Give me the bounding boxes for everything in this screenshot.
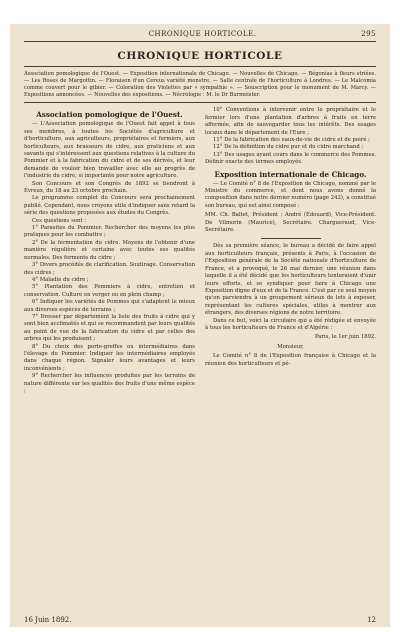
title-rule xyxy=(24,66,376,67)
heading-exposition-chicago: Exposition internationale de Chicago. xyxy=(214,169,367,179)
left-column xyxy=(24,107,195,395)
paragraph: — Le Comité n° 8 de l'Exposition de Chicago, nommé par le Ministre du commerce, et dont nous avons donné la composition dans notre dernier numéro (page 242), a constitué son bureau, qui est ainsi composé : xyxy=(205,180,376,209)
question-item: 5° Plantation des Pommiers à cidre, entretien et conservation. Culture en verger ou en plein champ ; xyxy=(24,284,195,298)
paragraph: Le Comité n° 8 de l'Exposition française à Chicago et la réunion des horticulteurs et pé- xyxy=(205,353,376,367)
question-item: 10° Conventions à intervenir entre le propriétaire et le fermier lors d'une plantation d'arbres à fruits en terre affermée, afin de sauvegarder tous les intérêts. Des usages locaux dans le département de l'Eure ; xyxy=(205,107,376,136)
page-footer xyxy=(24,615,376,625)
question-item: 11° De la fabrication des eaux-de-vie de cidre et de poiré ; xyxy=(213,137,370,143)
summary-rule xyxy=(24,102,376,103)
question-item: 9° Rechercher les influences produites par les terrains de nature différente sur les qualités des fruits d'une même espèce ; xyxy=(24,373,195,394)
heading-association-pomologique: Association pomologique de l'Ouest. xyxy=(36,110,183,120)
separator-rule xyxy=(261,238,321,239)
committee-members: MM. Ch. Baltet, Président ; André (Édouard), Vice-Président. De Vilmorin (Maurice), Secrétaire. Chargueraud, Vice-Secrétaire. xyxy=(205,212,376,234)
paragraph: — L'Association pomologique de l'Ouest fait appel à tous ses membres, à toutes les Sociétés d'agriculture et d'horticulture, aux agriculteurs, propriétaires et fermiers, aux horticulteurs, aux brasseurs de cidre, aux praticiens et aux savants qui s'intéressent aux questions relatives à la culture du Pommier et à la fabrication du cidre et de ses dérivés, et leur demande de vouloir bien travailler avec elle au progrès de l'industrie du cidre, si importante pour notre agriculture. xyxy=(24,121,195,180)
running-head-title: CHRONIQUE HORTICOLE. xyxy=(148,30,257,38)
question-item: 6° Indiquer les variétés de Pommes qui s'adaptent le mieux aux diverses espèces de terrains ; xyxy=(24,299,195,313)
question-item: 1° Parasites du Pommier. Rechercher des moyens les plus pratiques pour les combattre ; xyxy=(24,225,195,239)
question-item: 12° De la définition du cidre pur et du cidre marchand ; xyxy=(213,144,364,151)
dateline: Paris, le 1er juin 1892. xyxy=(314,334,376,341)
summary-paragraph: Association pomologique de l'Ouest. — Exposition internationale de Chicago. — Nouvelles de Chicago. — Bégonias à fleurs striées. — Les Roses de Margottin. — Floraison d'un Cereus variété monstre. — Salle centrale de l'horticulture à Londres. — Le Malcomia comme couvert pour le gibier. — Coloration des Violettes par « sympathie ». — Souscription pour le monument de M. Marcy. — Expositions annoncées. — Nouvelles des expositions. — Nécrologie : M. le Dr Burmeister. xyxy=(24,71,376,99)
question-item: 2° De la fermentation du cidre. Moyens de l'obtenir d'une manière régulière et certaine avec toutes ses qualités normales. Des ferments du cidre ; xyxy=(24,239,195,261)
sheet-number: 12 xyxy=(367,616,376,624)
article-columns xyxy=(24,107,376,395)
issue-date: 16 Juin 1892. xyxy=(24,616,72,624)
paragraph: Le programme complet du Concours sera prochainement publié. Cependant, nous croyons utile d'indiquer sans retard la série des questions proposées aux études du Congrès. xyxy=(24,195,195,217)
document-page xyxy=(10,24,390,627)
salutation: Monsieur, xyxy=(277,343,304,350)
question-item: 13° Des usages ayant cours dans le commerce des Pommes. Définir exacte des termes employés. xyxy=(205,151,376,166)
page-number: 295 xyxy=(361,30,376,38)
paragraph: Ces questions sont : xyxy=(32,217,86,224)
running-head xyxy=(24,28,376,40)
right-column xyxy=(205,107,376,395)
paragraph: Dans ce but, voici la circulaire qui a été rédigée et envoyée à tous les horticulteurs de France et d'Algérie : xyxy=(205,317,376,331)
question-item: 7° Dresser par département la liste des fruits à cidre qui y sont bien acclimatés et qui se recommandent par leurs qualités au point de vue de la fabrication du cidre et par celles des arbres qui les produisent ; xyxy=(24,313,195,343)
header-rule xyxy=(24,41,376,42)
question-item: 4° Maladie du cidre ; xyxy=(32,276,89,283)
question-item: 3° Divers procédés de clarification. Soutirage. Conservation des cidres ; xyxy=(24,262,195,276)
paragraph: Son Concours et son Congrès de 1892 se tiendront à Évreux, du 18 au 23 octobre prochain. xyxy=(24,180,195,195)
paragraph: Dès sa première séance, le bureau a décidé de faire appel aux horticulteurs français, présents à Paris, à l'occasion de l'Exposition générale de la Société nationale d'horticulture de France, et a provoqué, le 26 mai dernier, une réunion dans laquelle il a été décidé que les horticulteurs tenteraient d'unir leurs efforts, et se syndiquer pour faire à Chicago une Exposition digne d'eux et de la France. C'est par ce seul moyen qu'on parviendra à un groupement sérieux de lots à exposer, représentant les cultures spéciales, utiles à montrer aux étrangers, des diverses régions de notre territoire. xyxy=(205,243,376,317)
question-item: 8° Du choix des porte-greffes ou intermédiaires dans l'élevage du Pommier. Indiquer les intermédiaires employés dans chaque région. Signaler leurs avantages et leurs inconvénients ; xyxy=(24,343,195,372)
chronicle-title: CHRONIQUE HORTICOLE xyxy=(117,50,283,62)
